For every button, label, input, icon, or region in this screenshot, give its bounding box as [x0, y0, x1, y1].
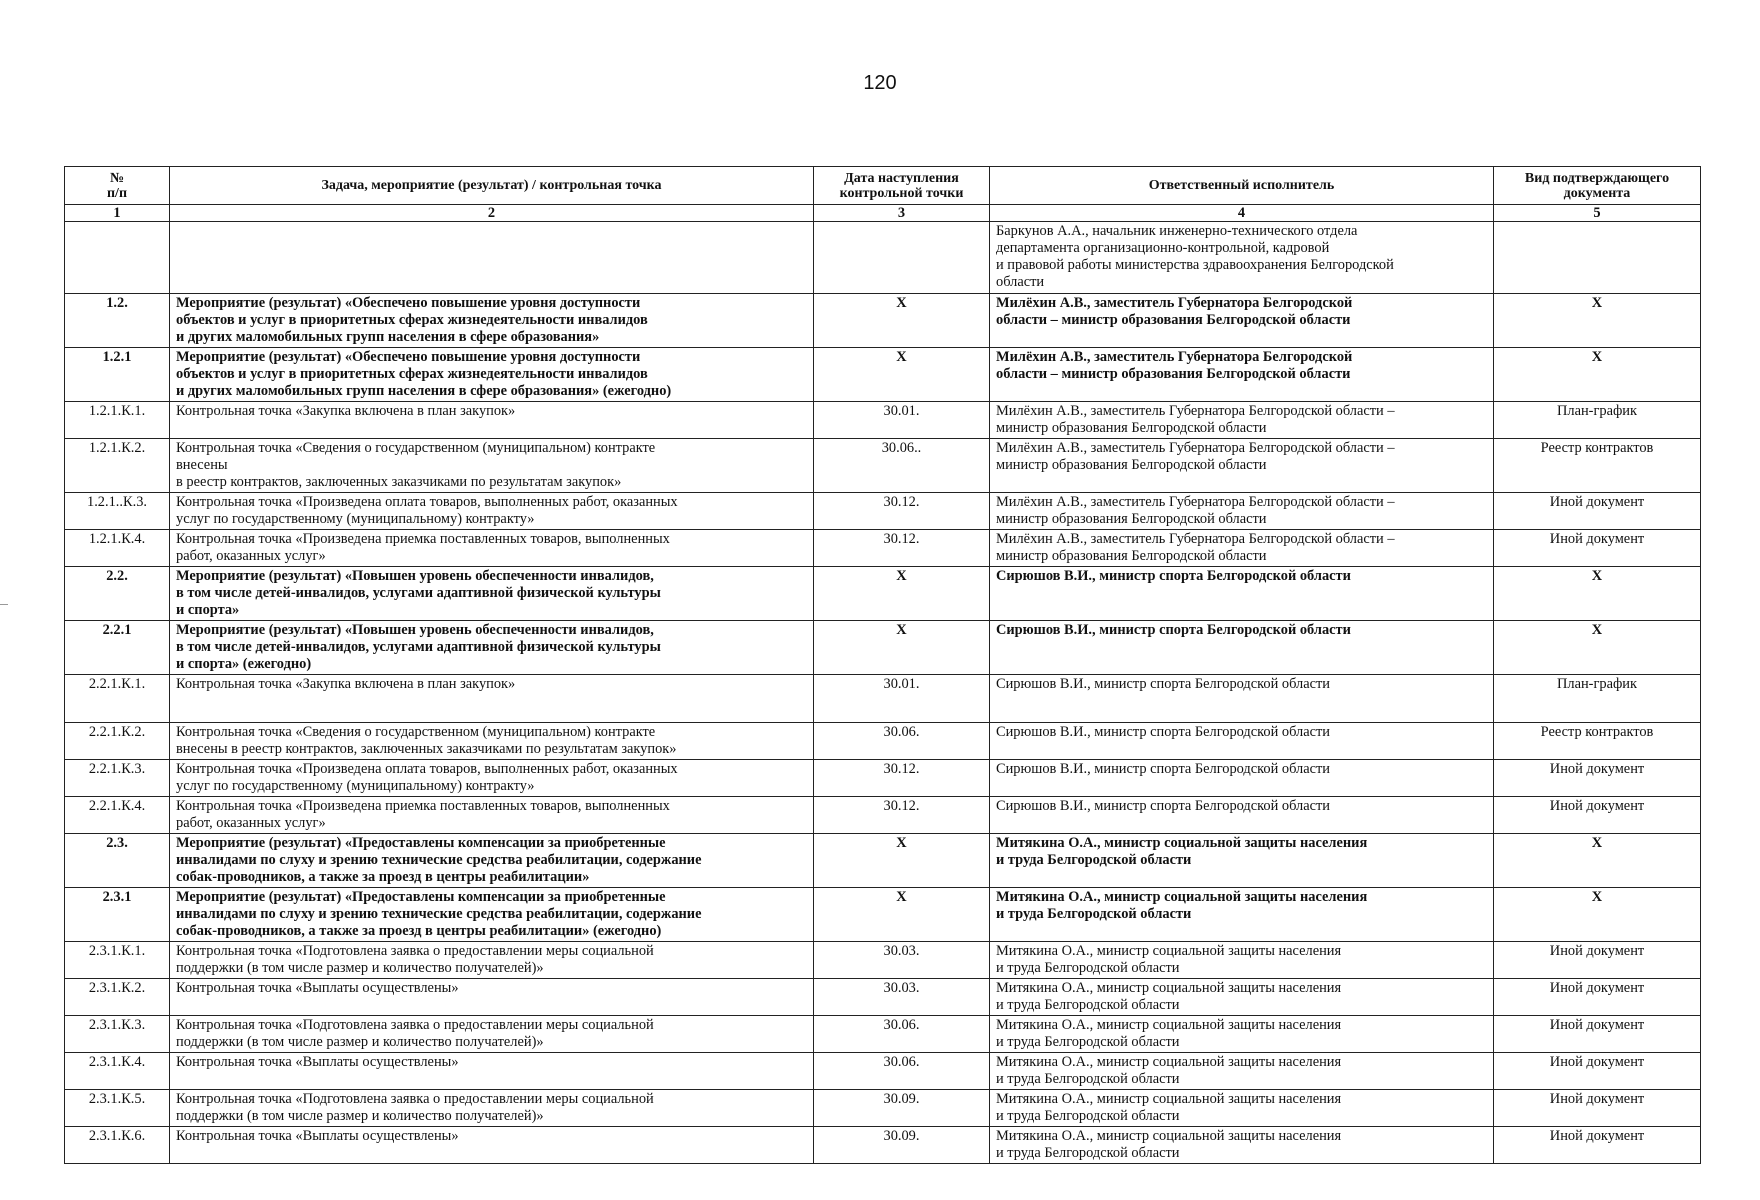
column-number-row	[65, 205, 1701, 222]
cell-number: 1.2.1.К.2.	[65, 439, 170, 493]
cell-task: Контрольная точка «Произведена оплата товаров, выполненных работ, оказанных услуг по государственному (муниципальному) контракту»	[170, 760, 814, 797]
table-row	[65, 1127, 1701, 1164]
cell-document: Х	[1494, 567, 1701, 621]
cell-task: Контрольная точка «Произведена приемка поставленных товаров, выполненных работ, оказанных услуг»	[170, 530, 814, 567]
cell-executor: Митякина О.А., министр социальной защиты населения и труда Белгородской области	[990, 1127, 1494, 1164]
table-row	[65, 222, 1701, 294]
header-document: Вид подтверждающего документа	[1494, 167, 1701, 205]
table-row	[65, 760, 1701, 797]
table-row	[65, 567, 1701, 621]
cell-task	[170, 222, 814, 294]
cell-task: Контрольная точка «Сведения о государственном (муниципальном) контракте внесены в реестр контрактов, заключенных заказчиками по результатам закупок»	[170, 439, 814, 493]
table-row	[65, 675, 1701, 723]
cell-executor: Сирюшов В.И., министр спорта Белгородской области	[990, 675, 1494, 723]
cell-executor: Митякина О.А., министр социальной защиты населения и труда Белгородской области	[990, 1053, 1494, 1090]
table-row	[65, 402, 1701, 439]
cell-number: 2.3.1.К.5.	[65, 1090, 170, 1127]
cell-document: Х	[1494, 294, 1701, 348]
cell-executor: Сирюшов В.И., министр спорта Белгородской области	[990, 621, 1494, 675]
cell-task: Контрольная точка «Произведена приемка поставленных товаров, выполненных работ, оказанных услуг»	[170, 797, 814, 834]
header-date: Дата наступления контрольной точки	[814, 167, 990, 205]
cell-number: 2.2.1	[65, 621, 170, 675]
cell-executor: Сирюшов В.И., министр спорта Белгородской области	[990, 567, 1494, 621]
cell-task: Контрольная точка «Подготовлена заявка о предоставлении меры социальной поддержки (в том числе размер и количество получателей)»	[170, 1090, 814, 1127]
cell-date: 30.09.	[814, 1127, 990, 1164]
cell-executor: Сирюшов В.И., министр спорта Белгородской области	[990, 797, 1494, 834]
cell-date: 30.12.	[814, 797, 990, 834]
column-number: 3	[814, 205, 990, 222]
cell-number	[65, 222, 170, 294]
table-row	[65, 942, 1701, 979]
cell-task: Контрольная точка «Выплаты осуществлены»	[170, 1053, 814, 1090]
cell-date: Х	[814, 621, 990, 675]
cell-number: 2.2.1.К.2.	[65, 723, 170, 760]
header-executor: Ответственный исполнитель	[990, 167, 1494, 205]
cell-number: 1.2.1..К.3.	[65, 493, 170, 530]
cell-date: 30.06.	[814, 723, 990, 760]
cell-document: Иной документ	[1494, 1016, 1701, 1053]
cell-date	[814, 222, 990, 294]
cell-task: Контрольная точка «Сведения о государственном (муниципальном) контракте внесены в реестр контрактов, заключенных заказчиками по результатам закупок»	[170, 723, 814, 760]
cell-executor: Милёхин А.В., заместитель Губернатора Белгородской области – министр образования Белгородской области	[990, 294, 1494, 348]
cell-number: 2.3.1.К.1.	[65, 942, 170, 979]
cell-date: Х	[814, 294, 990, 348]
cell-number: 1.2.	[65, 294, 170, 348]
cell-task: Контрольная точка «Подготовлена заявка о предоставлении меры социальной поддержки (в том числе размер и количество получателей)»	[170, 1016, 814, 1053]
cell-document: Х	[1494, 834, 1701, 888]
cell-number: 2.3.1.К.3.	[65, 1016, 170, 1053]
cell-document: Реестр контрактов	[1494, 439, 1701, 493]
table-row	[65, 621, 1701, 675]
cell-document	[1494, 222, 1701, 294]
cell-date: 30.12.	[814, 493, 990, 530]
cell-executor: Митякина О.А., министр социальной защиты населения и труда Белгородской области	[990, 942, 1494, 979]
cell-executor: Сирюшов В.И., министр спорта Белгородской области	[990, 723, 1494, 760]
cell-number: 2.2.1.К.1.	[65, 675, 170, 723]
table-row	[65, 723, 1701, 760]
cell-number: 2.3.	[65, 834, 170, 888]
cell-number: 1.2.1	[65, 348, 170, 402]
table-row	[65, 1016, 1701, 1053]
page-number: 120	[863, 72, 897, 94]
column-number: 1	[65, 205, 170, 222]
cell-number: 2.2.1.К.4.	[65, 797, 170, 834]
cell-date: 30.03.	[814, 942, 990, 979]
table-row	[65, 348, 1701, 402]
cell-task: Контрольная точка «Закупка включена в план закупок»	[170, 675, 814, 723]
cell-date: Х	[814, 567, 990, 621]
cell-number: 2.3.1.К.2.	[65, 979, 170, 1016]
cell-date: 30.06.	[814, 1016, 990, 1053]
table-row	[65, 888, 1701, 942]
cell-document: Иной документ	[1494, 530, 1701, 567]
cell-document: Х	[1494, 621, 1701, 675]
cell-task: Контрольная точка «Закупка включена в план закупок»	[170, 402, 814, 439]
header-number: № п/п	[65, 167, 170, 205]
cell-document: Иной документ	[1494, 942, 1701, 979]
cell-executor: Баркунов А.А., начальник инженерно-технического отдела департамента организационно-контрольной, кадровой и правовой работы министерства здравоохранения Белгородской области	[990, 222, 1494, 294]
cell-executor: Митякина О.А., министр социальной защиты населения и труда Белгородской области	[990, 979, 1494, 1016]
cell-executor: Митякина О.А., министр социальной защиты населения и труда Белгородской области	[990, 1016, 1494, 1053]
column-number: 2	[170, 205, 814, 222]
cell-date: Х	[814, 834, 990, 888]
cell-date: 30.12.	[814, 530, 990, 567]
cell-document: Х	[1494, 348, 1701, 402]
cell-task: Контрольная точка «Выплаты осуществлены»	[170, 1127, 814, 1164]
cell-document: Иной документ	[1494, 1127, 1701, 1164]
table-row	[65, 439, 1701, 493]
cell-executor: Митякина О.А., министр социальной защиты населения и труда Белгородской области	[990, 1090, 1494, 1127]
cell-executor: Милёхин А.В., заместитель Губернатора Белгородской области – министр образования Белгородской области	[990, 530, 1494, 567]
cell-number: 2.2.1.К.3.	[65, 760, 170, 797]
cell-executor: Милёхин А.В., заместитель Губернатора Белгородской области – министр образования Белгородской области	[990, 402, 1494, 439]
cell-date: 30.06..	[814, 439, 990, 493]
cell-date: Х	[814, 888, 990, 942]
cell-date: 30.09.	[814, 1090, 990, 1127]
table-row	[65, 294, 1701, 348]
cell-document: Иной документ	[1494, 1090, 1701, 1127]
cell-document: Х	[1494, 888, 1701, 942]
cell-document: Иной документ	[1494, 493, 1701, 530]
cell-date: 30.12.	[814, 760, 990, 797]
cell-date: 30.06.	[814, 1053, 990, 1090]
cell-executor: Милёхин А.В., заместитель Губернатора Белгородской области – министр образования Белгородской области	[990, 439, 1494, 493]
cell-document: План-график	[1494, 675, 1701, 723]
header-task: Задача, мероприятие (результат) / контрольная точка	[170, 167, 814, 205]
table-body	[65, 222, 1701, 1164]
cell-date: 30.03.	[814, 979, 990, 1016]
cell-document: Иной документ	[1494, 979, 1701, 1016]
table-header-row	[65, 167, 1701, 205]
table-row	[65, 1090, 1701, 1127]
cell-number: 2.3.1.К.6.	[65, 1127, 170, 1164]
cell-executor: Милёхин А.В., заместитель Губернатора Белгородской области – министр образования Белгородской области	[990, 348, 1494, 402]
table-row	[65, 979, 1701, 1016]
cell-number: 1.2.1.К.4.	[65, 530, 170, 567]
cell-document: Иной документ	[1494, 797, 1701, 834]
table-row	[65, 493, 1701, 530]
cell-number: 2.3.1	[65, 888, 170, 942]
cell-executor: Митякина О.А., министр социальной защиты населения и труда Белгородской области	[990, 888, 1494, 942]
column-number: 4	[990, 205, 1494, 222]
cell-task: Контрольная точка «Подготовлена заявка о предоставлении меры социальной поддержки (в том числе размер и количество получателей)»	[170, 942, 814, 979]
cell-executor: Сирюшов В.И., министр спорта Белгородской области	[990, 760, 1494, 797]
cell-executor: Митякина О.А., министр социальной защиты населения и труда Белгородской области	[990, 834, 1494, 888]
cell-task: Мероприятие (результат) «Повышен уровень обеспеченности инвалидов, в том числе детей-инвалидов, услугами адаптивной физической культуры и спорта» (ежегодно)	[170, 621, 814, 675]
table-row	[65, 797, 1701, 834]
table-row	[65, 530, 1701, 567]
cell-executor: Милёхин А.В., заместитель Губернатора Белгородской области – министр образования Белгородской области	[990, 493, 1494, 530]
margin-mark	[0, 604, 8, 605]
cell-number: 1.2.1.К.1.	[65, 402, 170, 439]
cell-task: Мероприятие (результат) «Обеспечено повышение уровня доступности объектов и услуг в приоритетных сферах жизнедеятельности инвалидов и других маломобильных групп населения в сфере образования» (ежегодно)	[170, 348, 814, 402]
cell-date: 30.01.	[814, 402, 990, 439]
column-number: 5	[1494, 205, 1701, 222]
cell-number: 2.2.	[65, 567, 170, 621]
cell-document: Реестр контрактов	[1494, 723, 1701, 760]
cell-document: Иной документ	[1494, 1053, 1701, 1090]
cell-document: Иной документ	[1494, 760, 1701, 797]
cell-date: 30.01.	[814, 675, 990, 723]
cell-date: Х	[814, 348, 990, 402]
table-row	[65, 1053, 1701, 1090]
cell-task: Мероприятие (результат) «Предоставлены компенсации за приобретенные инвалидами по слуху и зрению технические средства реабилитации, содержание собак-проводников, а также за проезд в центры реабилитации»	[170, 834, 814, 888]
cell-document: План-график	[1494, 402, 1701, 439]
control-points-table	[64, 166, 1701, 1164]
table-row	[65, 834, 1701, 888]
cell-task: Мероприятие (результат) «Повышен уровень обеспеченности инвалидов, в том числе детей-инвалидов, услугами адаптивной физической культуры и спорта»	[170, 567, 814, 621]
cell-task: Контрольная точка «Выплаты осуществлены»	[170, 979, 814, 1016]
cell-task: Мероприятие (результат) «Предоставлены компенсации за приобретенные инвалидами по слуху и зрению технические средства реабилитации, содержание собак-проводников, а также за проезд в центры реабилитации» (ежегодно)	[170, 888, 814, 942]
cell-number: 2.3.1.К.4.	[65, 1053, 170, 1090]
cell-task: Мероприятие (результат) «Обеспечено повышение уровня доступности объектов и услуг в приоритетных сферах жизнедеятельности инвалидов и других маломобильных групп населения в сфере образования»	[170, 294, 814, 348]
cell-task: Контрольная точка «Произведена оплата товаров, выполненных работ, оказанных услуг по государственному (муниципальному) контракту»	[170, 493, 814, 530]
